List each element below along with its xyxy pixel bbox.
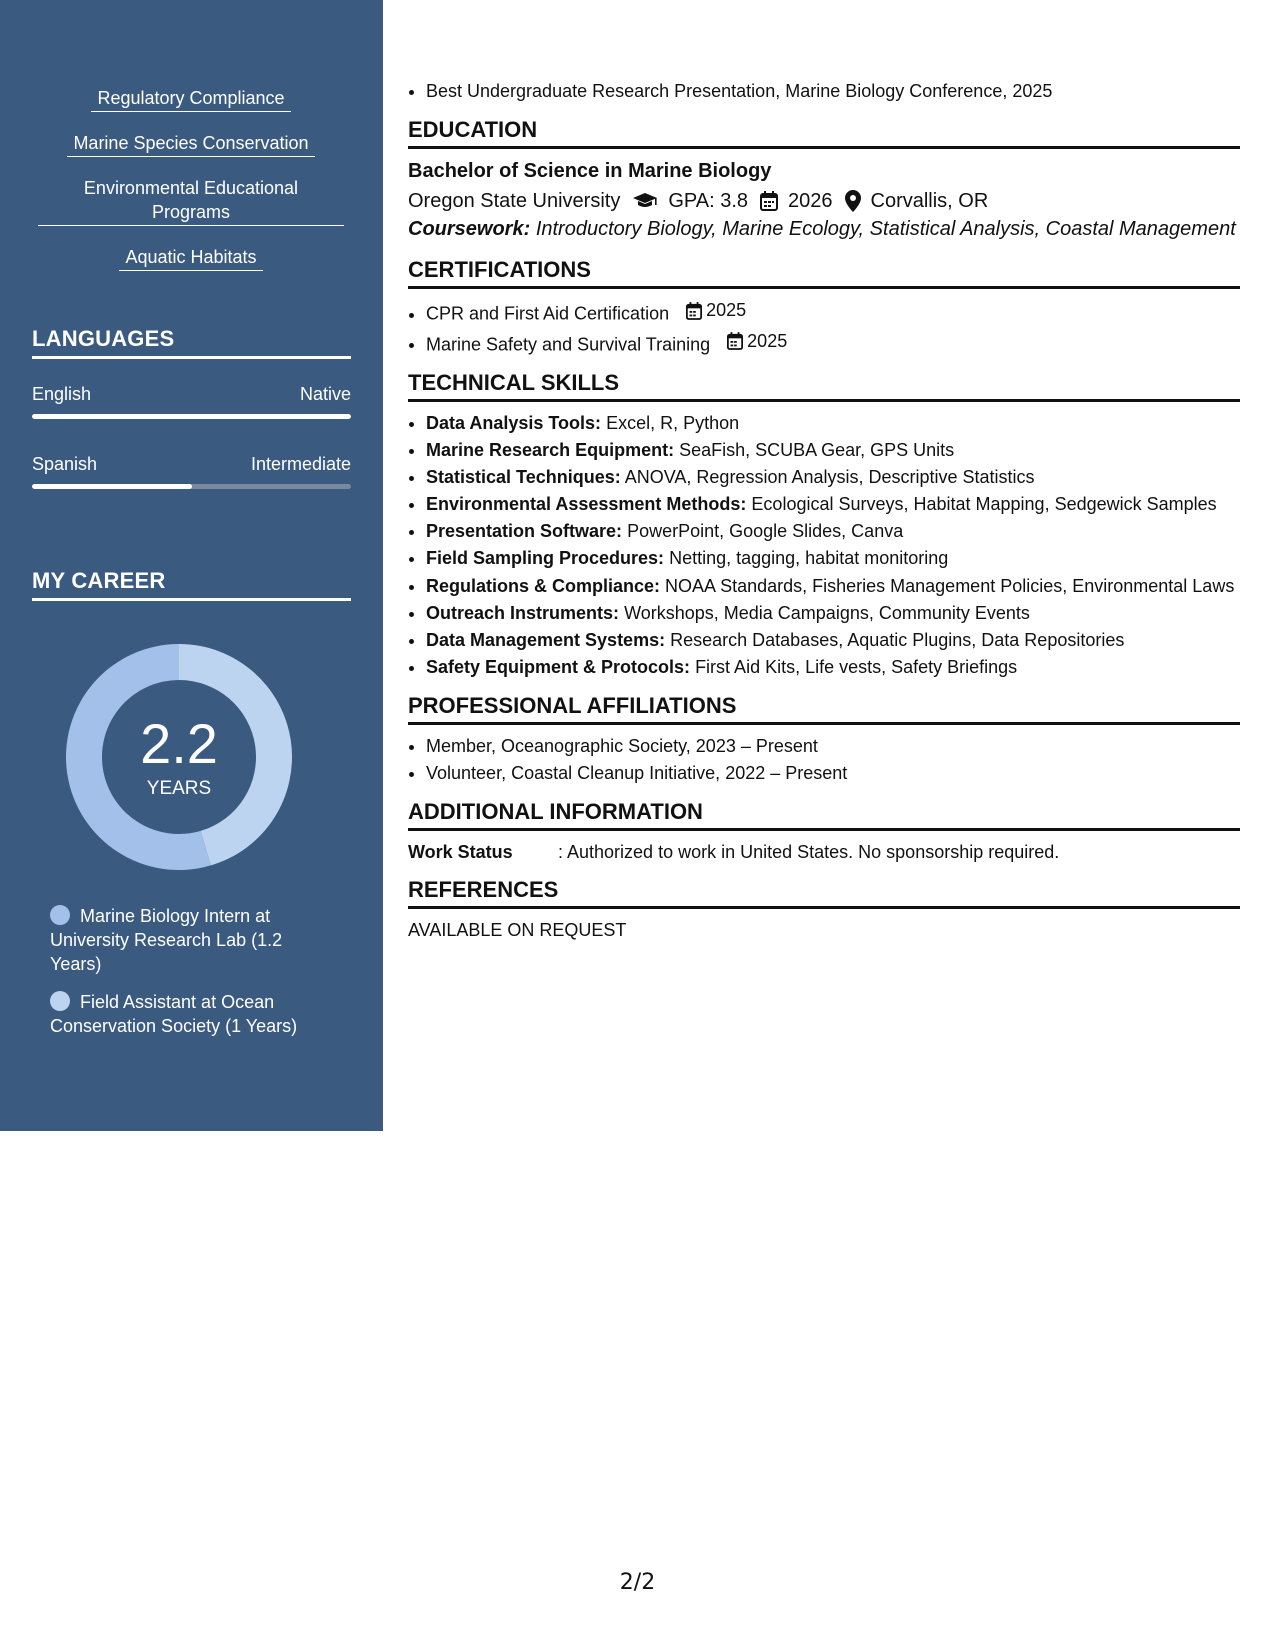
skill-label: Presentation Software: bbox=[426, 521, 623, 541]
skill-tag: Environmental Educational Programs bbox=[38, 176, 344, 226]
coursework bbox=[408, 217, 1240, 241]
certifications-list bbox=[408, 297, 1240, 358]
affiliations-list bbox=[408, 733, 1240, 787]
certification-year: 2025 bbox=[706, 300, 747, 320]
language-bar-fill bbox=[32, 414, 351, 419]
work-status-label: Work Status bbox=[408, 842, 513, 862]
calendar-icon bbox=[686, 302, 702, 320]
language-name: English bbox=[32, 384, 92, 404]
skill-label: Environmental Assessment Methods: bbox=[426, 494, 747, 514]
career-legend bbox=[50, 904, 320, 1052]
affiliation-item: • Volunteer, Coastal Cleanup Initiative, 2022 – Present bbox=[426, 760, 1240, 787]
calendar-icon bbox=[727, 332, 743, 350]
technical-skills-list bbox=[408, 410, 1240, 681]
skill-item bbox=[426, 545, 1240, 572]
skill-item bbox=[426, 491, 1240, 518]
skill-item bbox=[426, 627, 1240, 654]
degree-title: Bachelor of Science in Marine Biology bbox=[408, 160, 772, 182]
additional-info-heading: ADDITIONAL INFORMATION bbox=[408, 799, 1240, 831]
career-legend-item bbox=[50, 990, 320, 1038]
skill-value: Ecological Surveys, Habitat Mapping, Sedgewick Samples bbox=[751, 494, 1217, 514]
certification-year: 2025 bbox=[747, 330, 788, 351]
skill-value: Workshops, Media Campaigns, Community Events bbox=[624, 603, 1030, 623]
graduation-year: 2026 bbox=[788, 190, 833, 212]
skill-label: Marine Research Equipment: bbox=[426, 440, 675, 460]
page-number: 2/2 bbox=[619, 1570, 656, 1595]
skill-value: ANOVA, Regression Analysis, Descriptive Statistics bbox=[624, 467, 1035, 487]
skill-label: Outreach Instruments: bbox=[426, 603, 620, 623]
certifications-heading: CERTIFICATIONS bbox=[408, 257, 1240, 289]
legend-dot-icon bbox=[50, 991, 70, 1011]
certification-date bbox=[686, 297, 746, 324]
education-details bbox=[408, 185, 1240, 217]
certification-item bbox=[426, 297, 1240, 328]
skill-value: NOAA Standards, Fisheries Management Policies, Environmental Laws bbox=[665, 576, 1235, 596]
technical-skills-heading: TECHNICAL SKILLS bbox=[408, 370, 1240, 402]
main-content bbox=[408, 78, 1240, 943]
coursework-list: Introductory Biology, Marine Ecology, Statistical Analysis, Coastal Management bbox=[535, 218, 1236, 240]
skill-item bbox=[426, 600, 1240, 627]
skill-item bbox=[426, 654, 1240, 681]
location-pin-icon bbox=[845, 190, 861, 212]
certification-item bbox=[426, 328, 1240, 359]
skill-item bbox=[426, 518, 1240, 545]
skill-tag: Regulatory Compliance bbox=[91, 86, 290, 112]
work-status-value: : Authorized to work in United States. No sponsorship required. bbox=[558, 842, 1060, 862]
skill-value: Netting, tagging, habitat monitoring bbox=[669, 548, 949, 568]
language-row bbox=[32, 454, 351, 475]
skill-label: Data Analysis Tools: bbox=[426, 413, 602, 433]
skill-tag: Marine Species Conservation bbox=[67, 131, 314, 157]
career-legend-label: Marine Biology Intern at University Research Lab (1.2 Years) bbox=[50, 906, 283, 974]
skill-item bbox=[426, 574, 1240, 598]
references-heading: REFERENCES bbox=[408, 877, 1240, 909]
calendar-icon bbox=[760, 191, 778, 211]
language-bar bbox=[32, 414, 351, 419]
career-heading: MY CAREER bbox=[32, 568, 351, 601]
awards-list bbox=[408, 78, 1240, 105]
language-row bbox=[32, 384, 351, 405]
sidebar bbox=[0, 0, 383, 1131]
skill-label: Regulations & Compliance: bbox=[426, 576, 661, 596]
legend-dot-icon bbox=[50, 905, 70, 925]
skill-label: Safety Equipment & Protocols: bbox=[426, 657, 691, 677]
language-level: Intermediate bbox=[250, 454, 351, 474]
skill-label: Field Sampling Procedures: bbox=[426, 548, 665, 568]
affiliations-heading: PROFESSIONAL AFFILIATIONS bbox=[408, 693, 1240, 725]
coursework-label: Coursework: bbox=[408, 218, 531, 240]
career-legend-label: Field Assistant at Ocean Conservation Society (1 Years) bbox=[50, 992, 298, 1036]
language-name: Spanish bbox=[32, 454, 98, 474]
language-bar-fill bbox=[32, 484, 192, 489]
languages-heading: LANGUAGES bbox=[32, 326, 351, 359]
affiliation-item: • Member, Oceanographic Society, 2023 – Present bbox=[426, 733, 1240, 760]
skill-value: First Aid Kits, Life vests, Safety Briefings bbox=[695, 657, 1018, 677]
skill-value: SeaFish, SCUBA Gear, GPS Units bbox=[679, 440, 955, 460]
certification-date bbox=[727, 328, 787, 355]
education-heading: EDUCATION bbox=[408, 117, 1240, 149]
career-total: 2.2 bbox=[140, 712, 218, 775]
references-text: AVAILABLE ON REQUEST bbox=[408, 920, 627, 940]
skill-label: Statistical Techniques: bbox=[426, 467, 621, 487]
work-status bbox=[408, 839, 1240, 865]
language-bar bbox=[32, 484, 351, 489]
skill-item bbox=[426, 410, 1240, 437]
career-legend-item bbox=[50, 904, 320, 976]
skill-value: Excel, R, Python bbox=[606, 413, 740, 433]
certification-name: Marine Safety and Survival Training bbox=[426, 334, 711, 354]
career-unit: YEARS bbox=[146, 778, 212, 799]
school-name: Oregon State University bbox=[408, 190, 621, 212]
skill-tag: Aquatic Habitats bbox=[119, 245, 262, 271]
language-level: Native bbox=[299, 384, 351, 404]
certification-name: CPR and First Aid Certification bbox=[426, 303, 670, 324]
gpa: GPA: 3.8 bbox=[668, 190, 748, 212]
skill-item bbox=[426, 464, 1240, 491]
award-item: • Best Undergraduate Research Presentation, Marine Biology Conference, 2025 bbox=[426, 78, 1240, 105]
skill-item bbox=[426, 437, 1240, 464]
graduation-cap-icon bbox=[632, 192, 658, 210]
skill-tags bbox=[32, 86, 350, 290]
skill-label: Data Management Systems: bbox=[426, 630, 666, 650]
skill-value: Research Databases, Aquatic Plugins, Data Repositories bbox=[670, 630, 1125, 650]
school-location: Corvallis, OR bbox=[870, 190, 989, 212]
skill-value: PowerPoint, Google Slides, Canva bbox=[627, 521, 904, 541]
